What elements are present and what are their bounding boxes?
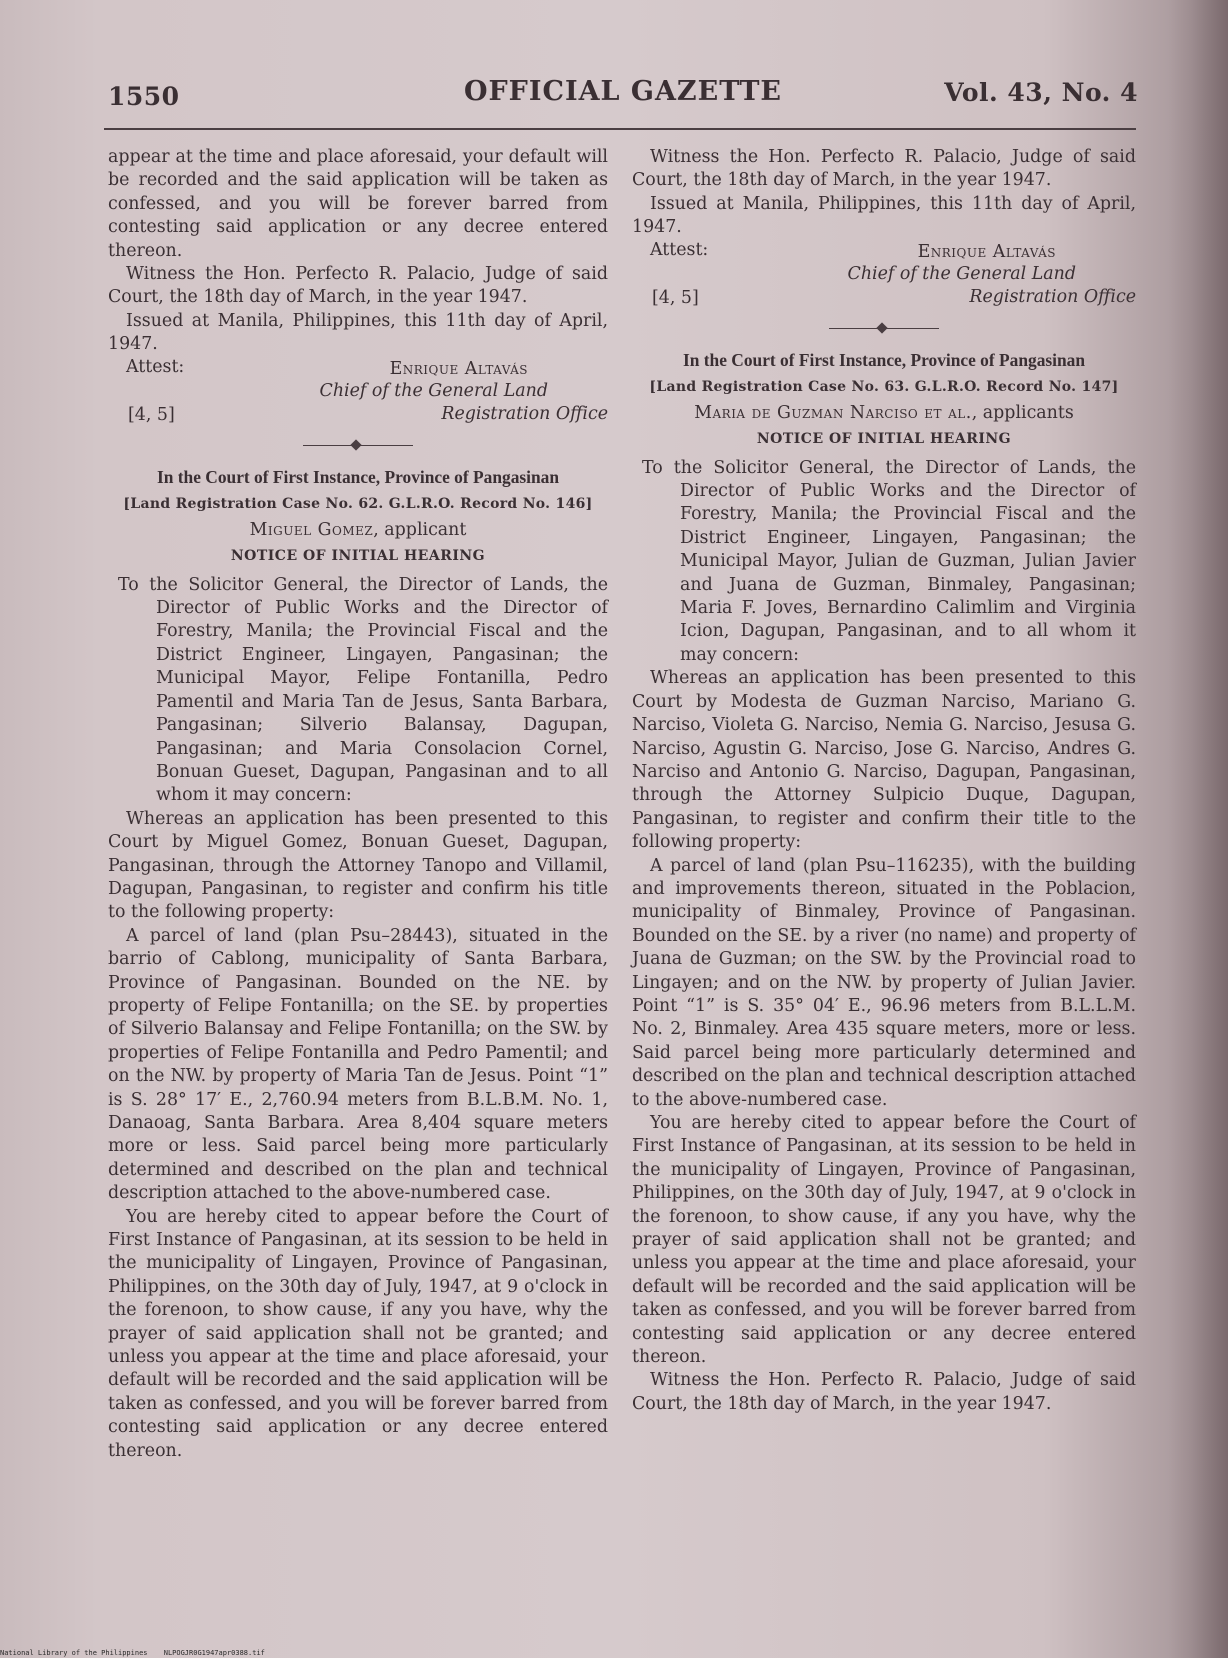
applicant-line (108, 520, 608, 540)
signer-title-line2: Registration Office (441, 403, 608, 424)
issue-reference: [4, 5] (128, 404, 175, 425)
applicant-role: , applicant (373, 519, 467, 540)
notice-heading: NOTICE OF INITIAL HEARING (230, 547, 486, 564)
applicant-line (632, 403, 1136, 423)
publication-title: OFFICIAL GAZETTE (463, 76, 783, 107)
scan-filename: NLPOGJR0G1947apr0388.tif (163, 1649, 265, 1657)
section-divider-ornament (108, 431, 608, 461)
whereas-paragraph: Whereas an application has been presented to this Court by Miguel Gomez, Bonuan Gueset, Dagupan, Pangasinan, through the Attorney Tanopo and Villamil, Dagupan, Pangasinan, to register and confirm his title to the following property: (108, 808, 608, 923)
issued-paragraph: Issued at Manila, Philippines, this 11th day of April, 1947. (108, 310, 608, 355)
attest-block (632, 240, 1136, 310)
signer-title-line1: Chief of the General Land (319, 380, 548, 401)
signer-name: Enrique Altavás (917, 241, 1056, 262)
right-column (632, 146, 1136, 1416)
left-column (108, 146, 608, 1463)
signer-title-line1: Chief of the General Land (847, 263, 1076, 284)
parcel-description: A parcel of land (plan Psu–28443), situated in the barrio of Cablong, municipality of Santa Barbara, Province of Pangasinan. Bounded on the NE. by property of Felipe Fontanilla; on the SE. by properties of Silverio Balansay and Felipe Fontanilla; on the SW. by properties of Felipe Fontanilla and Pedro Pamentil; and on the NW. by property of Maria Tan de Jesus. Point “1” is S. 28° 17′ E., 2,760.94 meters from B.L.B.M. No. 1, Danaoag, Santa Barbara. Area 8,404 square meters more or less. Said parcel being more particularly determined and described on the plan and technical description attached to the above-numbered case. (108, 925, 608, 1204)
citation-paragraph: You are hereby cited to appear before the Court of First Instance of Pangasinan, at its session to be held in the municipality of Lingayen, Province of Pangasinan, Philippines, on the 30th day of July, 1947, at 9 o'clock in the forenoon, to show cause, if any you have, why the prayer of said application shall not be granted; and unless you appear at the time and place aforesaid, your default will be recorded and the said application will be taken as confessed, and you will be forever barred from contesting said application or any decree entered thereon. (632, 1113, 1136, 1368)
signer-title-line2: Registration Office (969, 286, 1136, 307)
continued-paragraph: appear at the time and place aforesaid, your default will be recorded and the said application will be taken as confessed, and you will be forever barred from contesting said application or any decree entered thereon. (108, 147, 608, 261)
case-reference: [Land Registration Case No. 62. G.L.R.O. Record No. 146] (123, 495, 593, 512)
library-credit: National Library of the Philippines (0, 1649, 148, 1657)
notice-heading: NOTICE OF INITIAL HEARING (756, 430, 1012, 447)
parcel-description: A parcel of land (plan Psu–116235), with the building and improvements thereon, situated in the Poblacion, municipality of Binmaley, Province of Pangasinan. Bounded on the SE. by a river (no name) and property of Juana de Guzman; on the SW. by the Provincial road to Lingayen; and on the NW. by property of Julian Javier. Point “1” is S. 35° 04′ E., 96.96 meters from B.L.L.M. No. 2, Binmaley. Area 435 square meters, more or less. Said parcel being more particularly determined and described on the plan and technical description attached to the above-numbered case. (632, 855, 1136, 1110)
witness-paragraph: Witness the Hon. Perfecto R. Palacio, Judge of said Court, the 18th day of March, in the year 1947. (108, 264, 608, 308)
volume-number: Vol. 43, No. 4 (944, 78, 1138, 107)
witness-paragraph-end: Witness the Hon. Perfecto R. Palacio, Judge of said Court, the 18th day of March, in the year 1947. (632, 1370, 1136, 1414)
court-heading: In the Court of First Instance, Province of Pangasinan (156, 466, 560, 487)
applicant-name: Miguel Gomez (249, 519, 374, 540)
citation-paragraph: You are hereby cited to appear before the Court of First Instance of Pangasinan, at its session to be held in the municipality of Lingayen, Province of Pangasinan, Philippines, on the 30th day of July, 1947, at 9 o'clock in the forenoon, to show cause, if any you have, why the prayer of said application shall not be granted; and unless you appear at the time and place aforesaid, your default will be recorded and the said application will be taken as confessed, and you will be forever barred from contesting said application or any decree entered thereon. (108, 1206, 608, 1461)
witness-paragraph: Witness the Hon. Perfecto R. Palacio, Judge of said Court, the 18th day of March, in the year 1947. (632, 147, 1136, 191)
section-divider-ornament (632, 314, 1136, 344)
issued-paragraph: Issued at Manila, Philippines, this 11th day of April, 1947. (632, 193, 1136, 238)
signer-name: Enrique Altavás (389, 358, 528, 379)
page-edge-shadow (1168, 0, 1228, 1658)
page-header (108, 76, 1138, 116)
applicant-role: , applicants (971, 402, 1074, 423)
attest-label: Attest: (650, 239, 709, 260)
case-reference: [Land Registration Case No. 63. G.L.R.O. Record No. 147] (649, 378, 1119, 395)
header-rule (104, 128, 1136, 130)
issue-reference: [4, 5] (652, 287, 699, 308)
applicant-name: Maria de Guzman Narciso et al. (694, 402, 972, 423)
address-paragraph: To the Solicitor General, the Director of Lands, the Director of Public Works and the Director of Forestry, Manila; the Provincial Fiscal and the District Engineer, Lingayen, Pangasinan; the Municipal Mayor, Julian de Guzman, Julian Javier and Juana de Guzman, Binmaley, Pangasinan; Maria F. Joves, Bernardino Calimlim and Virginia Icion, Dagupan, Pangasinan, and to all whom it may concern: (642, 457, 1136, 665)
address-paragraph: To the Solicitor General, the Director of Lands, the Director of Public Works and the Director of Forestry, Manila; the Provincial Fiscal and the District Engineer, Lingayen, Pangasinan; the Municipal Mayor, Felipe Fontanilla, Pedro Pamentil and Maria Tan de Jesus, Santa Barbara, Pangasinan; Silverio Balansay, Dagupan, Pangasinan; and Maria Consolacion Cornel, Bonuan Gueset, Dagupan, Pangasinan and to all whom it may concern: (118, 574, 608, 806)
page-number: 1550 (108, 82, 180, 111)
whereas-paragraph: Whereas an application has been presented to this Court by Modesta de Guzman Narciso, Mariano G. Narciso, Violeta G. Narciso, Nemia G. Narciso, Jesusa G. Narciso, Agustin G. Narciso, Jose G. Narciso, Andres G. Narciso and Antonio G. Narciso, Dagupan, Pangasinan, through the Attorney Sulpicio Duque, Dagupan, Pangasinan, to register and confirm their title to the following property: (632, 668, 1136, 853)
scan-footer (0, 1649, 277, 1657)
attest-block (108, 357, 608, 427)
court-heading: In the Court of First Instance, Province of Pangasinan (682, 349, 1086, 370)
attest-label: Attest: (126, 356, 185, 377)
